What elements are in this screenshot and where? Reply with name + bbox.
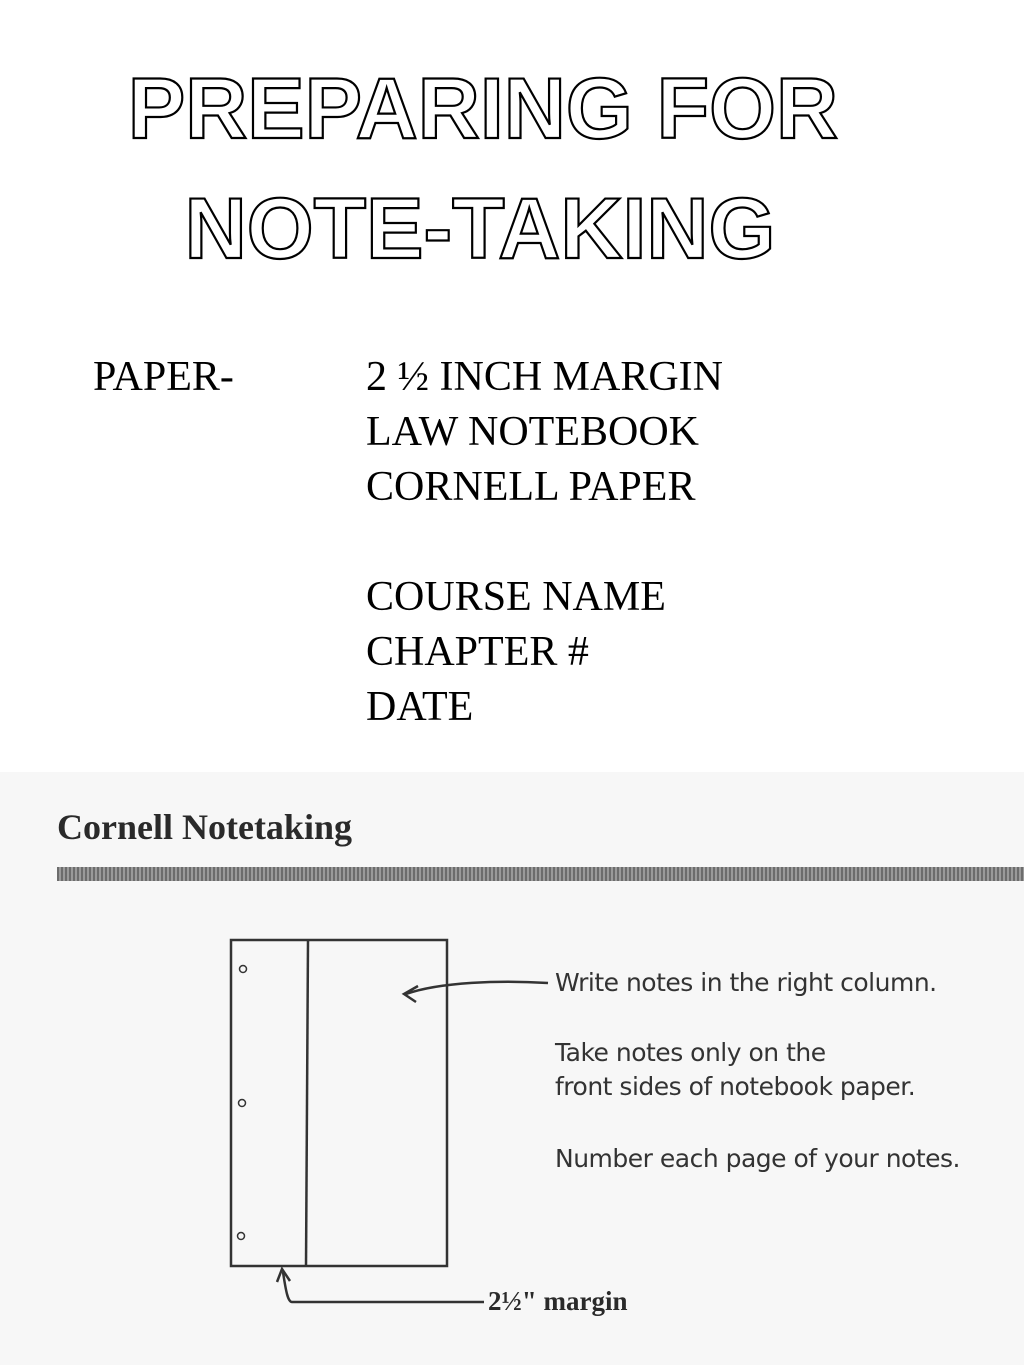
instruction-right-column: Write notes in the right column.: [555, 968, 937, 997]
binder-hole-icon: [240, 966, 247, 973]
notebook-diagram: [0, 772, 1024, 1365]
header-item-course: COURSE NAME: [366, 574, 666, 620]
instruction-number-pages: Number each page of your notes.: [555, 1144, 960, 1173]
title-line-1: PREPARING FOR: [127, 61, 839, 157]
margin-label: 2½" margin: [488, 1286, 628, 1316]
arrow-head-icon: [404, 986, 418, 1002]
right-column-arrow: [406, 982, 548, 994]
paper-item-margin: 2 ½ INCH MARGIN: [366, 354, 723, 400]
margin-line: [306, 940, 308, 1266]
scan-heading: Cornell Notetaking: [57, 807, 352, 847]
title-line-2: NOTE-TAKING: [184, 181, 776, 277]
binder-hole-icon: [239, 1100, 246, 1107]
instruction-front-sides-1: Take notes only on the: [555, 1038, 826, 1067]
binder-hole-icon: [238, 1233, 245, 1240]
margin-arrow: [283, 1272, 484, 1302]
header-item-date: DATE: [366, 684, 474, 730]
instruction-front-sides-2: front sides of notebook paper.: [555, 1072, 916, 1101]
title: [0, 50, 1024, 280]
header-item-chapter: CHAPTER #: [366, 629, 589, 675]
scanned-cornell-page: [0, 772, 1024, 1365]
paper-item-notebook: LAW NOTEBOOK: [366, 409, 699, 455]
paper-label: PAPER-: [93, 354, 234, 400]
paper-item-cornell: CORNELL PAPER: [366, 464, 696, 510]
